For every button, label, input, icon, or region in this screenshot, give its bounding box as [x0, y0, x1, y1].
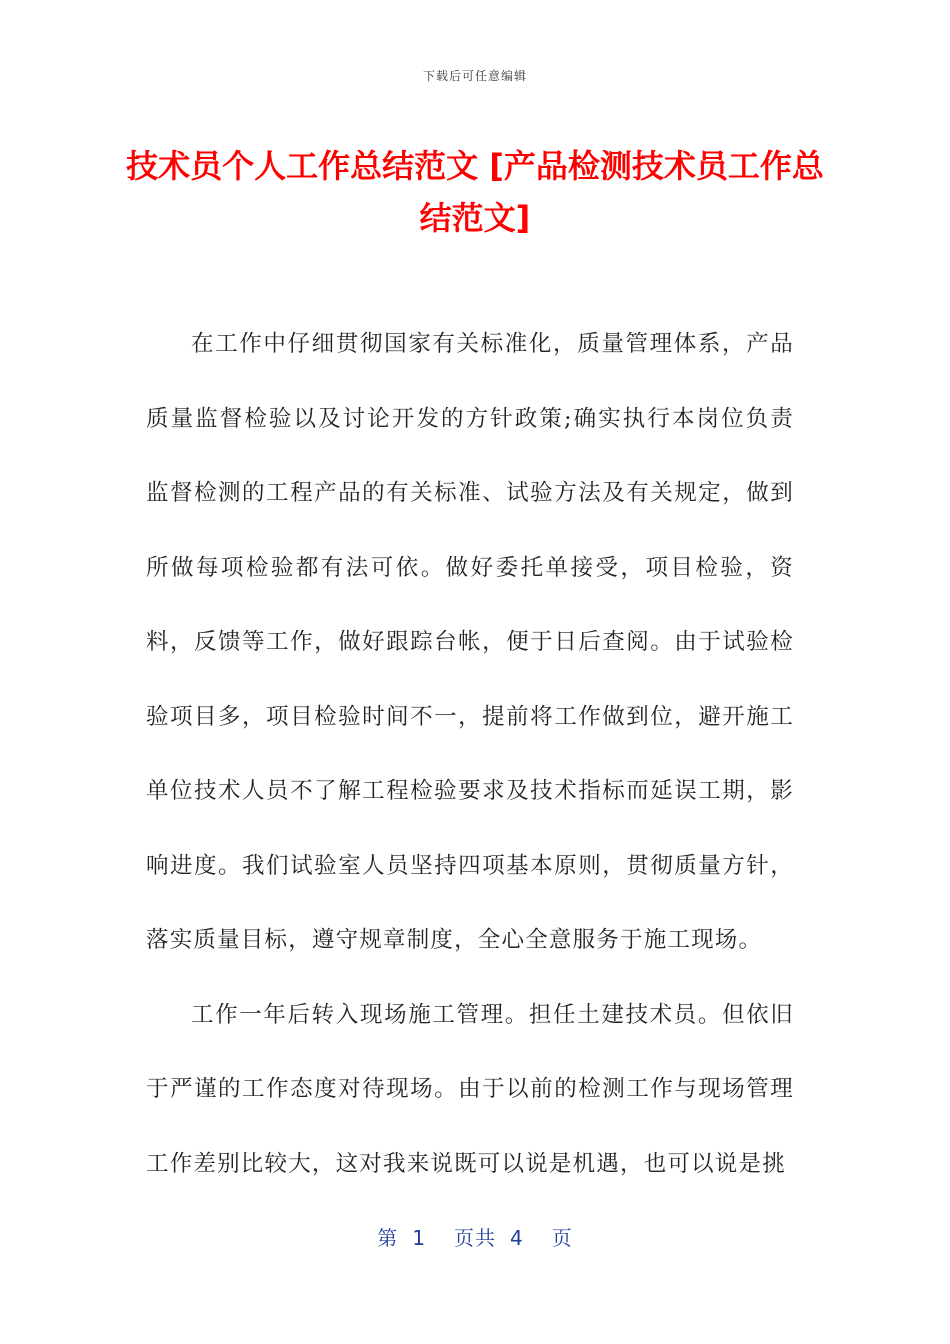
document-body: [146, 307, 794, 1201]
footer-total-pages: 4: [510, 1226, 524, 1250]
page-footer: [0, 1222, 950, 1251]
header-note: 下载后可任意编辑: [422, 69, 527, 83]
footer-current-page: 1: [412, 1226, 426, 1250]
footer-prefix: 第: [377, 1226, 399, 1250]
footer-suffix: 页: [551, 1226, 573, 1250]
paragraph-1: 在工作中仔细贯彻国家有关标准化，质量管理体系，产品质量监督检验以及讨论开发的方针政策;确实执行本岗位负责监督检测的工程产品的有关标准、试验方法及有关规定，做到所做每项检验都有法可依。做好委托单接受，项目检验，资料，反馈等工作，做好跟踪台帐，便于日后查阅。由于试验检验项目多，项目检验时间不一，提前将工作做到位，避开施工单位技术人员不了解工程检验要求及技术指标而延误工期，影响进度。我们试验室人员坚持四项基本原则，贯彻质量方针，落实质量目标，遵守规章制度，全心全意服务于施工现场。: [146, 331, 794, 953]
paragraph-2: 工作一年后转入现场施工管理。担任土建技术员。但依旧于严谨的工作态度对待现场。由于以前的检测工作与现场管理工作差别比较大，这对我来说既可以说是机遇，也可以说是挑: [146, 1001, 794, 1177]
document-title: 技术员个人工作总结范文 [产品检测技术员工作总结范文]: [126, 147, 824, 237]
footer-mid: 页共: [454, 1226, 496, 1250]
